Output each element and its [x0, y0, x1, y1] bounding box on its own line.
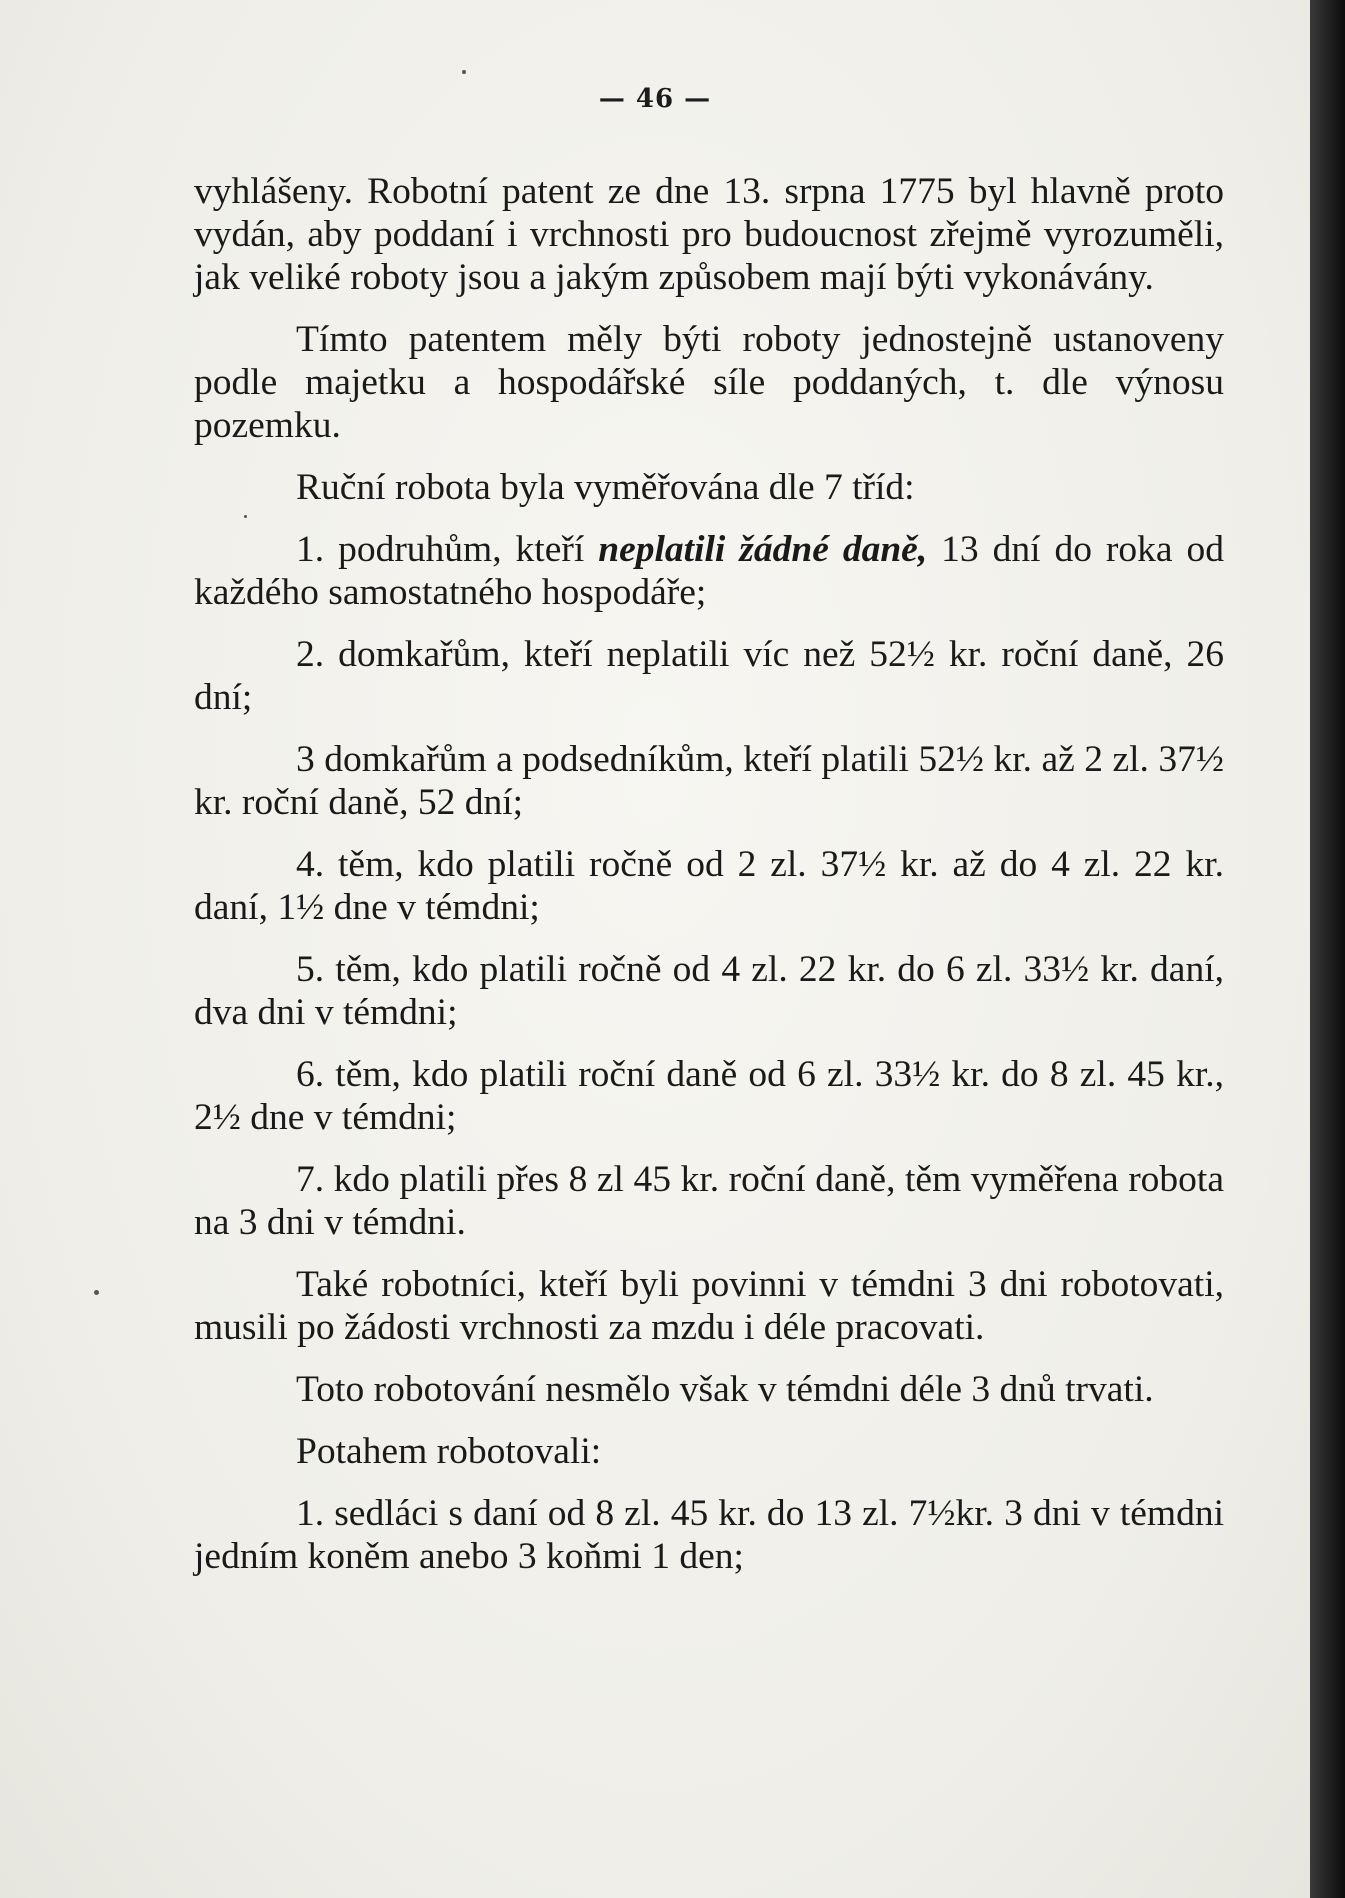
- emphasis-text: neplatili žádné daně,: [598, 529, 928, 570]
- paper-speck: [244, 515, 247, 518]
- paragraph: Potahem robotovali:: [296, 1431, 602, 1472]
- body-text: [194, 170, 1224, 1597]
- list-item-text: 1. podruhům, kteří: [296, 529, 599, 570]
- scan-edge: [1310, 0, 1345, 1898]
- list-item: [194, 528, 1224, 614]
- list-item: 2. domkařům, kteří neplatili víc než 52½ kr. roční daně, 26 dní;: [194, 634, 1224, 718]
- list-item: 6. těm, kdo platili roční daně od 6 zl. 33½ kr. do 8 zl. 45 kr., 2½ dne v témdni;: [194, 1054, 1224, 1138]
- list-item: 4. těm, kdo platili ročně od 2 zl. 37½ kr. až do 4 zl. 22 kr. daní, 1½ dne v témdni;: [194, 844, 1224, 928]
- paragraph: Tímto patentem měly býti roboty jednostejně ustanoveny podle majetku a hospodářské síle poddaných, t. dle výnosu pozemku.: [194, 319, 1224, 446]
- paragraph: Toto robotování nesmělo však v témdni déle 3 dnů trvati.: [296, 1369, 1154, 1410]
- page-number: — 46 —: [598, 84, 712, 114]
- paragraph: Ruční robota byla vyměřována dle 7 tříd:: [296, 467, 915, 508]
- paper-speck: [94, 1290, 99, 1295]
- paper-speck: [462, 70, 466, 74]
- list-item: 1. sedláci s daní od 8 zl. 45 kr. do 13 zl. 7½kr. 3 dni v témdni jedním koněm anebo 3 koňmi 1 den;: [194, 1493, 1224, 1577]
- list-item: 5. těm, kdo platili ročně od 4 zl. 22 kr. do 6 zl. 33½ kr. daní, dva dni v témdni;: [194, 949, 1224, 1033]
- list-item: 7. kdo platili přes 8 zl 45 kr. roční daně, těm vyměřena robota na 3 dni v témdni.: [194, 1159, 1224, 1243]
- list-item-text: 13 dní do roka od každého samostatného hospodáře;: [194, 529, 1224, 613]
- list-item: 3 domkařům a podsedníkům, kteří platili 52½ kr. až 2 zl. 37½ kr. roční daně, 52 dní;: [194, 739, 1224, 823]
- paragraph: vyhlášeny. Robotní patent ze dne 13. srpna 1775 byl hlavně proto vydán, aby poddaní i vrchnosti pro budoucnost zřejmě vyrozuměli, jak veliké roboty jsou a jakým způsobem mají býti vykonávány.: [194, 171, 1224, 298]
- paragraph: Také robotníci, kteří byli povinni v témdni 3 dni robotovati, musili po žádosti vrchnosti za mzdu i déle pracovati.: [194, 1264, 1224, 1348]
